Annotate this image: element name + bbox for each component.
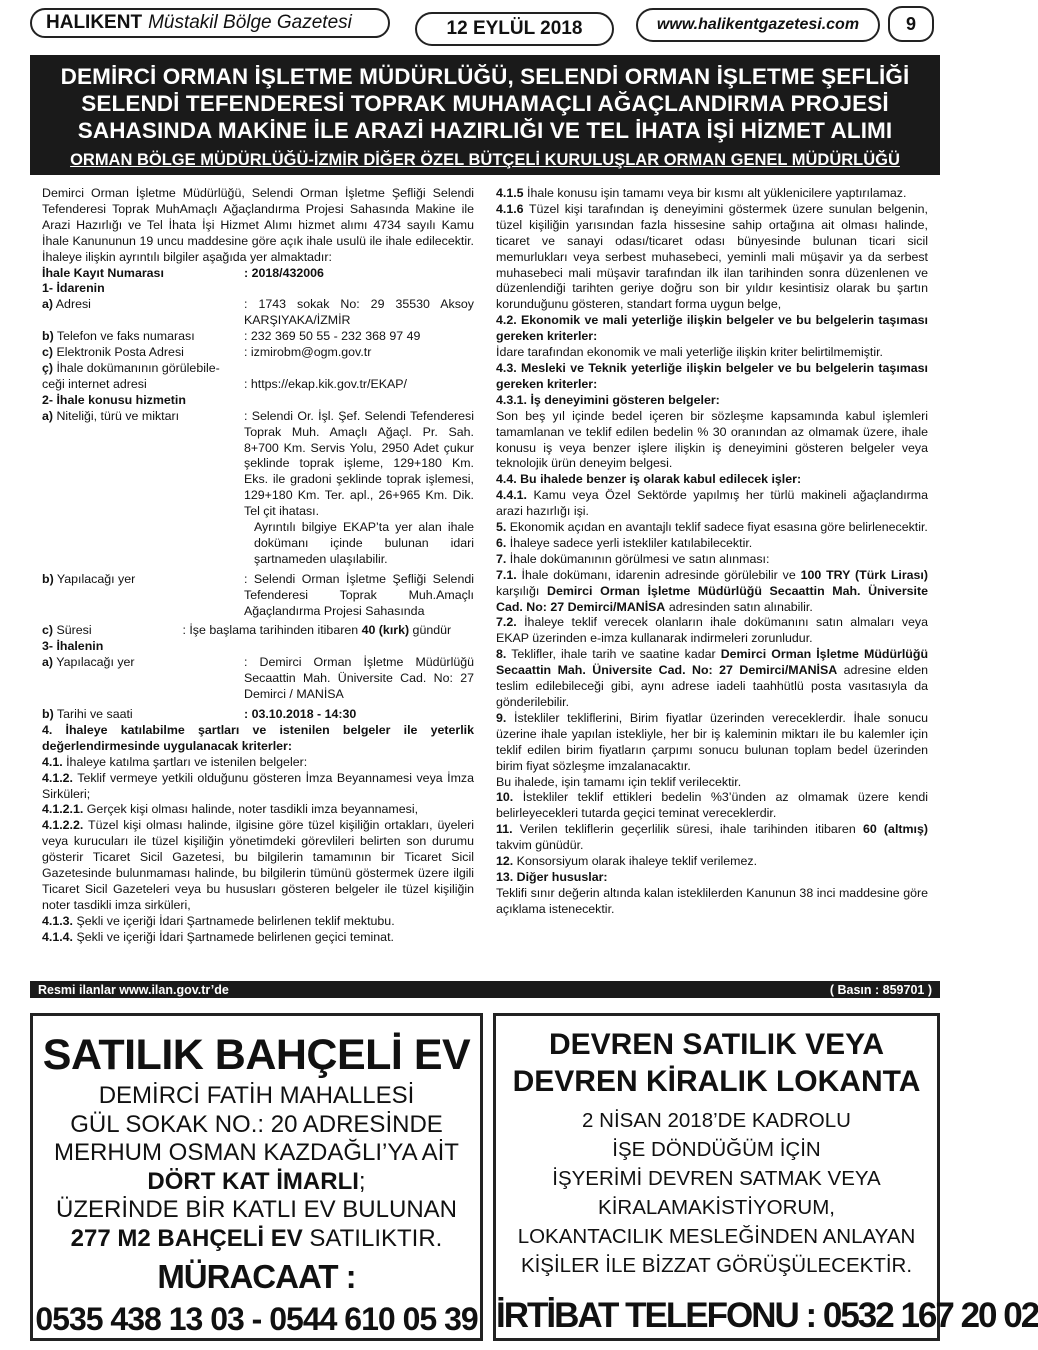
item-prefix: c) bbox=[42, 345, 54, 360]
ekap-label-2: ceği internet adresi bbox=[42, 376, 147, 391]
nature-value: : Selendi Or. İşl. Şef. Selendi Tefenderesi Toprak Muh. Amaçlı Ağaçl. Pr. Sah. 8+700 Km. Servis Yolu, 2950 Adet çukur şeklinde toprak işleme, 129+180 Km. Eks. ile gradoni şeklinde toprak işlemesi, 129+180 Km. Ter. apl., 26+965 Km. Dik. Tel çit ihatası. bbox=[244, 408, 474, 519]
para-text: adresine elden teslim edilebileceği gibi, aynı adrese iadeli taahhütlü posta vasıtasıyla da gönderilebilir. bbox=[496, 663, 929, 709]
ad-text: ; bbox=[358, 1167, 366, 1195]
ad-line: İŞYERİMİ DEVREN SATMAK VEYA bbox=[552, 1167, 881, 1190]
para-number: 4.1.2.2. bbox=[42, 818, 84, 833]
ad-line: GÜL SOKAK NO.: 20 ADRESİNDE bbox=[70, 1110, 443, 1138]
ad-line: İŞE DÖNDÜĞÜM İÇİN bbox=[612, 1138, 821, 1161]
ad-phone-numbers[interactable]: 0535 438 13 03 - 0544 610 05 39 bbox=[35, 1301, 478, 1337]
heading-4-2: 4.2. Ekonomik ve mali yeterliğe ilişkin belgeler ve bu belgelerin taşıması gereken kriterler: bbox=[496, 313, 928, 344]
submission-address: Demirci Orman İşletme Müdürlüğü Secaattin Mah. Üniversite Cad. No: 27 Demirci/MANİSA bbox=[496, 647, 929, 678]
item-prefix: b) bbox=[42, 571, 54, 586]
para-6 bbox=[496, 536, 928, 552]
para-12 bbox=[496, 854, 928, 870]
page-number: 9 bbox=[888, 6, 934, 42]
para-text: İhale konusu işin tamamı veya bir kısmı alt yüklenicilere yaptırılamaz. bbox=[523, 186, 907, 200]
work-place-row bbox=[42, 572, 474, 620]
ad-line bbox=[33, 1168, 480, 1197]
ad-title-line-1: DEVREN SATILIK VEYA bbox=[548, 1028, 885, 1061]
para-number: 5. bbox=[496, 520, 507, 535]
para-number: 7. bbox=[496, 551, 507, 566]
para-number: 12. bbox=[496, 854, 514, 869]
announcement-footer bbox=[30, 981, 940, 998]
restaurant-transfer-ad bbox=[493, 1013, 1038, 1341]
address-row bbox=[42, 297, 474, 329]
intro-paragraph: Demirci Orman İşletme Müdürlüğü, Selendi Orman İşletme Şefliği Selendi Tefenderesi Toprak MuhAmaçlı Ağaçlandırma Projesi Sahasında Makine ile Arazi Hazırlığı ve Tel İhata İşi Hizmet Alımı hizmet alımı 4734 sayılı Kamu İhale Kanununun 19 uncu maddesine göre açık ihale usulü ile ihale edilecektir. İhaleye ilişkin ayrıntılı bilgiler aşağıda yer almaktadır: bbox=[42, 186, 474, 264]
para-4-1 bbox=[42, 755, 474, 771]
para-text: İhaleye katılma şartları ve istenilen belgeler: bbox=[62, 754, 308, 769]
work-place-label: Yapılacağı yer bbox=[56, 571, 136, 586]
para-number: 6. bbox=[496, 535, 507, 550]
para-text: İstekliler tekliflerini, Birim fiyatlar üzerinden vereceklerdir. İhale sonucu üzerine ihale yapılan istekliyle, her bir iş kaleminin miktarı ile bu kalemler için teklif edilen birim fiyatların çarpımı sonucu bulunan toplam bedel üzerinden birim fiyat sözleşme imzalanacaktır. bbox=[496, 710, 928, 773]
announcement-right-column bbox=[496, 186, 928, 918]
para-4-2: İdare tarafından ekonomik ve mali yeterliğe ilişkin kriter belirtilmemiştir. bbox=[496, 345, 884, 360]
item-prefix: a) bbox=[42, 408, 54, 423]
para-7 bbox=[496, 552, 928, 568]
para-text: Tüzel kişi olması halinde, ilgisine göre tüzel kişiliğin ortakları, üyeleri veya kurucuları ile tüzel kişiliğin yönetimdeki görevlileri belirten son durumu gösterir Ticaret Sicil Gazetesi, bu bilgilerin tamamının bir Ticaret Sicil Gazetesinde bulunmaması halinde, bu bilgilerin tümünü göstermek üzere ilgili Ticaret Sicil Gazeteleri veya bu hususları gösteren belgeler ile tüzel kişiliğin noter tasdikli imza sirküleri, bbox=[42, 818, 474, 912]
kayit-value: : 2018/432006 bbox=[244, 265, 324, 280]
ekap-row bbox=[42, 361, 474, 393]
para-8 bbox=[496, 647, 928, 711]
tender-place-row bbox=[42, 655, 474, 703]
para-7-2 bbox=[496, 615, 928, 647]
ad-line: KİŞİLER İLE BİZZAT GÖRÜŞÜLECEKTİR. bbox=[520, 1254, 913, 1277]
para-number: 8. bbox=[496, 647, 507, 662]
ekap-label-1: İhale dokümanının görülebile- bbox=[56, 360, 220, 375]
ad-contact-label: MÜRACAAT : bbox=[157, 1258, 356, 1295]
heading-4-4: 4.4. Bu ihalede benzer iş olarak kabul edilecek işler: bbox=[496, 472, 802, 487]
duration-days: 40 (kırk) bbox=[361, 623, 410, 638]
para-number: 4.1.3. bbox=[42, 913, 74, 928]
para-text: İhale dokümanı, idarenin adresinde görülebilir ve bbox=[516, 567, 801, 582]
para-9-note: Bu ihalede, işin tamamı için teklif verilecektir. bbox=[496, 774, 742, 789]
tender-date-label: Tarihi ve saati bbox=[56, 707, 133, 721]
ad-line: KİRALAMAKİSTİYORUM, bbox=[598, 1196, 835, 1219]
phone-row bbox=[42, 329, 474, 345]
heading-4-3-1: 4.3.1. İş deneyimini gösteren belgeler: bbox=[496, 392, 720, 407]
tender-place-value: : Demirci Orman İşletme Müdürlüğü Secaattin Mah. Üniversite Cad. No: 27 Demirci / MANİSA bbox=[244, 655, 474, 702]
item-prefix: ç) bbox=[42, 360, 54, 375]
para-text: İhale dokümanının görülmesi ve satın alınması: bbox=[506, 551, 770, 566]
para-number: 4.1.6 bbox=[496, 201, 524, 216]
para-10 bbox=[496, 790, 928, 822]
para-4-1-6 bbox=[496, 202, 928, 313]
para-text: Gerçek kişi olması halinde, noter tasdikli imza beyannamesi, bbox=[83, 802, 419, 817]
tender-date-value: : 03.10.2018 - 14:30 bbox=[244, 707, 357, 721]
tender-date-row bbox=[42, 707, 474, 723]
announcement-left-column bbox=[42, 186, 474, 946]
nature-note: Ayrıntılı bilgiye EKAP’ta yer alan ihale dokümanı içinde bulunan idari şartnameden ulaşılabilir. bbox=[254, 520, 474, 566]
para-text: Teklifler, ihale tarih ve saatine kadar bbox=[506, 647, 721, 662]
para-number: 9. bbox=[496, 710, 507, 725]
kayit-row bbox=[42, 266, 474, 282]
duration-label: Süresi bbox=[56, 623, 92, 638]
document-fee: 100 TRY (Türk Lirası) bbox=[800, 567, 928, 582]
heading-13: 13. Diğer hususlar: bbox=[496, 869, 608, 884]
section-1-title: 1- İdarenin bbox=[42, 281, 105, 296]
house-for-sale-ad bbox=[30, 1013, 483, 1341]
purchase-address: Demirci Orman İşletme Müdürlüğü Secaattin Mah. Üniversite Cad. No: 27 Demirci/MANİSA bbox=[496, 583, 928, 614]
duration-tail: gündür bbox=[409, 623, 452, 638]
para-4-3-1: Son beş yıl içinde bedel içeren bir sözleşme kapsamında kabul işlemleri tamamlanan ve teklif edilen bedelin % 30 oranından az olmamak üzere, ihale konusu iş veya benzer işlere ilişkin iş deneyimini gösteren belgeler veya teknolojik ürün deneyim belgesi. bbox=[496, 408, 928, 471]
email-label: Elektronik Posta Adresi bbox=[56, 345, 184, 360]
para-number: 11. bbox=[496, 822, 513, 837]
email-value[interactable]: : izmirobm@ogm.gov.tr bbox=[244, 345, 372, 360]
para-4-1-2-1 bbox=[42, 802, 474, 818]
validity-days: 60 (altmış) bbox=[862, 822, 928, 837]
ekap-url[interactable]: : https://ekap.kik.gov.tr/EKAP/ bbox=[244, 376, 407, 391]
para-number: 4.1.2.1. bbox=[42, 802, 84, 817]
title-line-2: SELENDİ TEFENDERESİ TOPRAK MUHAMAÇLI AĞAÇLANDIRMA PROJESİ bbox=[81, 91, 889, 116]
ad-title: SATILIK BAHÇELİ EV bbox=[42, 1031, 471, 1079]
para-text: İstekliler teklif ettikleri bedelin %3’ünden az olmamak üzere kendi belirleyecekleri tutarda geçici teminat vereceklerdir. bbox=[496, 790, 928, 821]
ad-highlight: 277 M2 BAHÇELİ EV bbox=[70, 1224, 303, 1252]
para-text: İhaleye sadece yerli istekliler katılabilecektir. bbox=[506, 535, 753, 550]
kayit-label: İhale Kayıt Numarası bbox=[42, 265, 164, 280]
newspaper-name bbox=[30, 8, 390, 38]
item-prefix: b) bbox=[42, 707, 54, 721]
tender-place-label: Yapılacağı yer bbox=[56, 655, 135, 670]
item-prefix: a) bbox=[42, 655, 54, 670]
item-prefix: a) bbox=[42, 297, 54, 312]
ad-highlight: DÖRT KAT İMARLI bbox=[147, 1167, 359, 1195]
para-text: Tüzel kişi tarafından iş deneyimini göstermek üzere sunulan belgenin, tüzel kişiliğin yarısından fazla hissesine sahip ortağına ait olması halinde, ticaret ve sanayi odası/ticaret odası bünyesinde bulunan ticari sicil memurlukları veya serbest muhasebeci, yeminli mali müşavir ya da serbest muhasebeci mali müşavir tarafından ilk ilan tarihinden sonra düzenlenen ve düzenlendiği tarihten geriye doğru son bir yıldır kesintisiz olarak bu şartın korunduğunu gösteren, standart forma uygun belge, bbox=[496, 201, 928, 312]
para-4-1-4 bbox=[42, 930, 474, 946]
ad-contact-phone[interactable]: İRTİBAT TELEFONU : 0532 167 20 02 bbox=[496, 1296, 1038, 1335]
title-line-3: SAHASINDA MAKİNE İLE ARAZİ HAZIRLIĞI VE TEL İHATA İŞİ HİZMET ALIMI bbox=[77, 118, 893, 143]
issue-date: 12 EYLÜL 2018 bbox=[415, 12, 614, 46]
address-value: : 1743 sokak No: 29 35530 Aksoy KARŞIYAKA/İZMİR bbox=[244, 297, 474, 328]
website-url[interactable]: www.halikentgazetesi.com bbox=[636, 8, 880, 42]
duration-row bbox=[42, 623, 474, 639]
ad-line: ÜZERİNDE BİR KATLI EV BULUNAN bbox=[56, 1196, 457, 1223]
section-2-title: 2- İhale konusu hizmetin bbox=[42, 392, 186, 407]
paper-name: HALIKENT bbox=[46, 12, 143, 33]
paper-subtitle: Müstakil Bölge Gazetesi bbox=[148, 12, 352, 33]
para-text: Kamu veya Özel Sektörde yapılmış her türlü makineli ağaçlandırma arazi hazırlığı işi. bbox=[496, 488, 928, 519]
para-text: Konsorsiyum olarak ihaleye teklif verilemez. bbox=[513, 854, 758, 869]
para-13: Teklifi sınır değerin altında kalan isteklilerden Kanunun 38 inci maddesine göre açıklama istenecektir. bbox=[496, 885, 928, 916]
heading-4-3: 4.3. Mesleki ve Teknik yeterliğe ilişkin belgeler ve bu belgelerin taşıması gereken kriterler: bbox=[496, 360, 928, 391]
para-text: Şekli ve içeriği İdari Şartnamede belirlenen teklif mektubu. bbox=[73, 913, 395, 928]
para-11 bbox=[496, 822, 928, 854]
item-prefix: b) bbox=[42, 329, 54, 344]
press-number: ( Basın : 859701 ) bbox=[829, 982, 932, 997]
para-9 bbox=[496, 711, 928, 775]
ad-line: 2 NİSAN 2018’DE KADROLU bbox=[582, 1109, 851, 1132]
address-label: Adresi bbox=[55, 297, 91, 312]
para-number: 4.4.1. bbox=[496, 488, 528, 503]
duration-value: : İşe başlama tarihinden itibaren bbox=[182, 623, 359, 638]
section-3-title: 3- İhalenin bbox=[42, 639, 104, 654]
para-text: Verilen tekliflerin geçerlilik süresi, ihale tarihinden itibaren bbox=[512, 822, 863, 837]
nature-label: Niteliği, türü ve miktarı bbox=[56, 408, 180, 423]
phone-value: : 232 369 50 55 - 232 368 97 49 bbox=[244, 329, 421, 344]
ad-line bbox=[33, 1225, 480, 1254]
para-text: Ekonomik açıdan en avantajlı teklif sadece fiyat esasına göre belirlenecektir. bbox=[506, 520, 928, 535]
section-4-title: 4. İhaleye katılabilme şartları ve istenilen belgeler ile yeterlik değerlendirmesinde uygulanacak kriterler: bbox=[42, 722, 474, 753]
para-number: 7.1. bbox=[496, 567, 517, 582]
para-4-1-5 bbox=[496, 186, 928, 202]
title-institution: ORMAN BÖLGE MÜDÜRLÜĞÜ-İZMİR DİĞER ÖZEL BÜTÇELİ KURULUŞLAR ORMAN GENEL MÜDÜRLÜĞÜ bbox=[70, 151, 900, 169]
para-4-4-1 bbox=[496, 488, 928, 520]
para-5 bbox=[496, 520, 928, 536]
para-text: takvim günüdür. bbox=[496, 838, 584, 853]
ad-line: DEMİRCİ FATİH MAHALLESİ bbox=[98, 1082, 415, 1109]
item-prefix: c) bbox=[42, 623, 54, 638]
para-number: 4.1.2. bbox=[42, 770, 74, 785]
ad-line: LOKANTACILIK MESLEĞİNDEN ANLAYAN bbox=[517, 1225, 916, 1248]
nature-row bbox=[42, 409, 474, 568]
para-number: 4.1.4. bbox=[42, 929, 74, 944]
para-text: İhaleye teklif verecek olanların ihale dokümanını satın almaları veya EKAP üzerinden e-imza kullanarak indirmeleri zorunludur. bbox=[496, 615, 928, 646]
official-ads-note: Resmi ilanlar www.ilan.gov.tr’de bbox=[38, 982, 229, 997]
para-text: Teklif vermeye yetkili olduğunu gösteren İmza Beyannamesi veya İmza Sirküleri; bbox=[42, 770, 474, 801]
phone-label: Telefon ve faks numarası bbox=[56, 329, 195, 344]
para-7-1 bbox=[496, 568, 928, 616]
para-number: 4.1.5 bbox=[496, 186, 524, 200]
para-number: 10. bbox=[496, 790, 514, 805]
announcement-title bbox=[30, 55, 940, 175]
ad-text: SATILIKTIR. bbox=[302, 1224, 443, 1252]
para-text: Şekli ve içeriği İdari Şartnamede belirlenen geçici teminat. bbox=[73, 929, 394, 944]
para-4-1-2-2 bbox=[42, 818, 474, 913]
ad-line: MERHUM OSMAN KAZDAĞLI’YA AİT bbox=[54, 1139, 459, 1166]
para-4-1-2 bbox=[42, 771, 474, 803]
para-4-1-3 bbox=[42, 914, 474, 930]
para-text: karşılığı bbox=[496, 583, 547, 598]
title-line-1: DEMİRCİ ORMAN İŞLETME MÜDÜRLÜĞÜ, SELENDİ ORMAN İŞLETME ŞEFLİĞİ bbox=[60, 64, 910, 89]
para-text: adresinden satın alınabilir. bbox=[665, 599, 813, 614]
ad-title-line-2: DEVREN KİRALIK LOKANTA bbox=[512, 1065, 921, 1098]
para-number: 7.2. bbox=[496, 615, 517, 630]
email-row bbox=[42, 345, 474, 361]
work-place-value: : Selendi Orman İşletme Şefliği Selendi Tefenderesi Toprak Muh.Amaçlı Ağaçlandırma Projesi Sahasında bbox=[244, 571, 474, 618]
para-number: 4.1. bbox=[42, 754, 63, 769]
